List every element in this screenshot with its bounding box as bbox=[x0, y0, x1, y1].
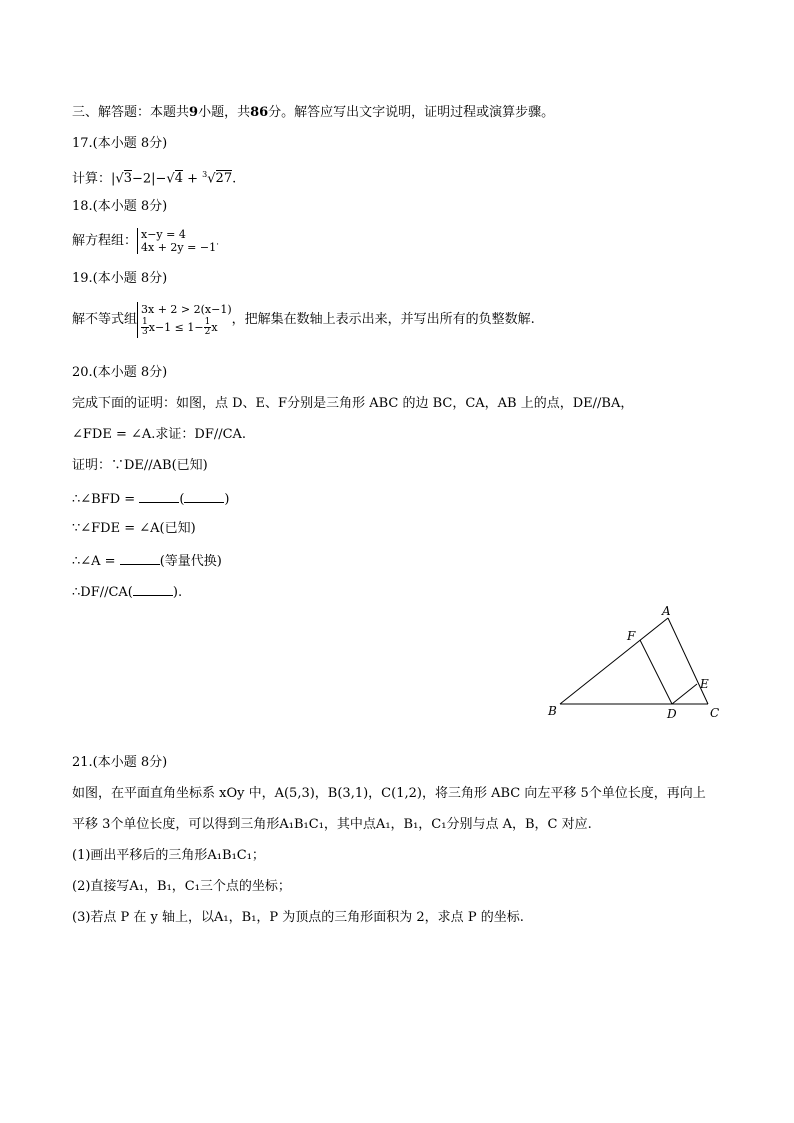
label-F: F bbox=[627, 629, 636, 643]
q19-ineq1: 3x + 2 > 2(x−1) bbox=[141, 302, 232, 316]
q20-line1: 完成下面的证明：如图，点 D、E、F分别是三角形 ABC 的边 BC，CA，AB 上的点，DE//BA， bbox=[72, 396, 634, 411]
q20-proof4-a: ∴∠A = bbox=[72, 554, 120, 569]
q19-ineq2-mid: x−1 ≤ 1− bbox=[148, 320, 204, 334]
q20-blank-2[interactable] bbox=[184, 489, 224, 503]
q21-part3: (3)若点 P 在 y 轴上，以A₁，B₁，P 为顶点的三角形面积为 2，求点 P 的坐标. bbox=[72, 910, 524, 925]
segment-FD bbox=[640, 640, 672, 704]
q18-eq1: x−y = 4 bbox=[141, 228, 186, 241]
q18-body bbox=[72, 228, 219, 256]
q20-proof-2 bbox=[72, 489, 229, 509]
q19-inequality-system bbox=[137, 302, 232, 338]
heading-mid: 小题，共 bbox=[198, 105, 251, 120]
heading-suffix: 分。解答应写出文字说明，证明过程或演算步骤。 bbox=[268, 105, 555, 120]
q17-cube-index: 3 bbox=[202, 170, 208, 179]
q20-blank-4[interactable] bbox=[133, 582, 173, 596]
q21-part2: (2)直接写A₁，B₁，C₁三个点的坐标； bbox=[72, 879, 291, 894]
q18-end: . bbox=[216, 237, 219, 248]
q19-fraction-1 bbox=[141, 318, 149, 337]
q21-line1: 如图，在平面直角坐标系 xOy 中，A(5,3)，B(3,1)，C(1,2)，将三角形 ABC 向左平移 5个单位长度，再向上 bbox=[72, 786, 706, 801]
q17-body: 计算：|√3−2|−√4 + $^3$√27. bbox=[72, 170, 237, 187]
heading-prefix: 三、解答题：本题共 bbox=[72, 105, 190, 120]
q21-header: 21.(本小题 8分) bbox=[72, 755, 168, 770]
q19-lead: 解不等式组 bbox=[72, 312, 138, 327]
q19-body bbox=[72, 300, 535, 340]
q19-frac2-den: 2 bbox=[204, 327, 211, 337]
q20-blank-1[interactable] bbox=[139, 489, 179, 503]
label-C: C bbox=[710, 706, 720, 720]
q17-end: . bbox=[232, 171, 237, 187]
q20-proof-1: 证明：∵DE//AB(已知) bbox=[72, 458, 208, 473]
q20-proof2-b: ( bbox=[179, 492, 185, 507]
q17-header: 17.(本小题 8分) bbox=[72, 136, 168, 151]
q18-header: 18.(本小题 8分) bbox=[72, 199, 168, 214]
q20-proof-4 bbox=[72, 551, 222, 571]
q21-part1: (1)画出平移后的三角形A₁B₁C₁； bbox=[72, 848, 265, 863]
q18-lead: 解方程组： bbox=[72, 233, 138, 249]
q20-proof2-a: ∴∠BFD = bbox=[72, 492, 140, 507]
q20-proof2-c: ) bbox=[224, 492, 230, 507]
q19-frac1-num: 1 bbox=[142, 317, 148, 327]
q21-line2: 平移 3个单位长度，可以得到三角形A₁B₁C₁，其中点A₁，B₁，C₁分别与点 A，B，C 对应. bbox=[72, 817, 592, 832]
q19-frac1-den: 3 bbox=[142, 327, 148, 337]
heading-points: 86 bbox=[250, 105, 269, 120]
q17-part3: + bbox=[182, 171, 203, 187]
q20-proof5-b: ). bbox=[172, 585, 183, 600]
q19-ineq2-end: x bbox=[211, 320, 218, 334]
label-B: B bbox=[548, 704, 557, 718]
section-heading bbox=[72, 104, 554, 122]
q17-radicand-1: 3 bbox=[123, 171, 132, 187]
label-A: A bbox=[662, 604, 671, 618]
q17-radicand-2: 4 bbox=[174, 171, 183, 187]
q20-proof5-a: ∴DF//CA( bbox=[72, 585, 133, 600]
q17-radicand-3: 27 bbox=[215, 171, 233, 187]
q20-line2: ∠FDE = ∠A.求证：DF//CA. bbox=[72, 427, 247, 442]
q18-eq2: 4x + 2y = −1 bbox=[141, 241, 217, 254]
segment-DE bbox=[672, 684, 697, 704]
q20-proof4-b: (等量代换) bbox=[159, 554, 222, 569]
triangle-figure bbox=[540, 600, 730, 725]
label-D: D bbox=[667, 707, 677, 721]
q20-blank-3[interactable] bbox=[120, 551, 160, 565]
q19-frac2-num: 1 bbox=[204, 317, 211, 327]
q20-header: 20.(本小题 8分) bbox=[72, 365, 168, 380]
q17-part2: −2|− bbox=[131, 171, 167, 187]
q20-proof-5 bbox=[72, 582, 182, 602]
q19-header: 19.(本小题 8分) bbox=[72, 271, 168, 286]
q18-equation-system bbox=[137, 228, 216, 254]
heading-count: 9 bbox=[189, 105, 199, 120]
q20-proof-3: ∵∠FDE = ∠A(已知) bbox=[72, 521, 196, 536]
segment-BA bbox=[560, 618, 668, 704]
q17-lead: 计算：| bbox=[72, 171, 116, 187]
label-E: E bbox=[700, 677, 709, 691]
q19-tail: ，把解集在数轴上表示出来，并写出所有的负整数解. bbox=[231, 312, 535, 327]
q19-ineq2 bbox=[141, 318, 232, 338]
